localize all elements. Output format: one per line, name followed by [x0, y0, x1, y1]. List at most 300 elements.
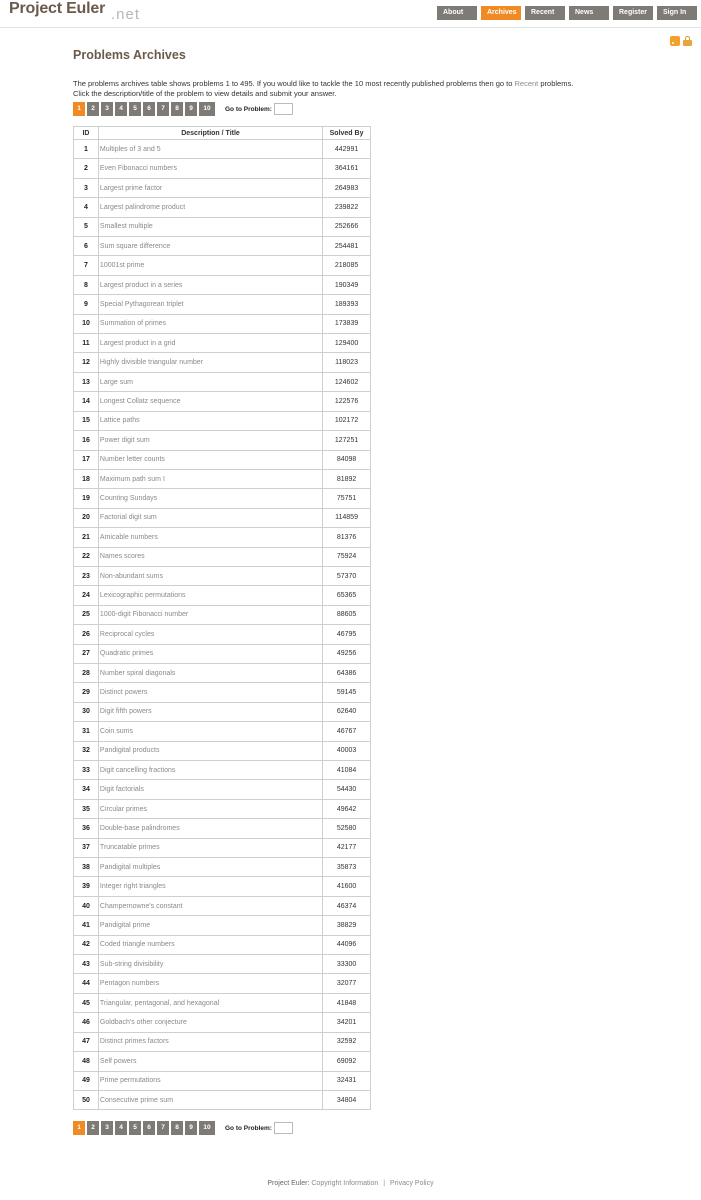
- problem-title-link[interactable]: Lexicographic permutations: [99, 592, 186, 600]
- problem-title-link[interactable]: Special Pythagorean triplet: [99, 300, 184, 308]
- problem-id: 8: [74, 275, 99, 294]
- problem-title-cell: [98, 974, 322, 993]
- table-row: [74, 683, 371, 702]
- table-row: [74, 838, 371, 857]
- problem-title-link[interactable]: Pandigital multiples: [99, 863, 161, 871]
- table-row: [74, 877, 371, 896]
- problem-id: 16: [74, 431, 99, 450]
- page-button-8[interactable]: 8: [171, 102, 183, 116]
- lock-icon[interactable]: [683, 36, 692, 46]
- problem-id: 39: [74, 877, 99, 896]
- header-title: Description / Title: [98, 127, 322, 140]
- table-row: [74, 469, 371, 488]
- table-row: [74, 625, 371, 644]
- problem-id: 41: [74, 916, 99, 935]
- problem-id: 45: [74, 993, 99, 1012]
- problem-title-link[interactable]: Reciprocal cycles: [99, 630, 155, 638]
- table-row: [74, 314, 371, 333]
- problem-id: 25: [74, 605, 99, 624]
- problem-title-link[interactable]: Prime permutations: [99, 1077, 161, 1085]
- problem-solved-count: 218085: [323, 256, 371, 275]
- problem-solved-count: 122576: [323, 392, 371, 411]
- page-button-7[interactable]: 7: [157, 102, 169, 116]
- problem-title-cell: [98, 741, 322, 760]
- problem-id: 17: [74, 450, 99, 469]
- problem-id: 46: [74, 1013, 99, 1032]
- problem-title-cell: [98, 314, 322, 333]
- problem-title-link[interactable]: Pandigital prime: [99, 921, 151, 929]
- problem-id: 4: [74, 198, 99, 217]
- problem-title-link[interactable]: Summation of primes: [99, 320, 167, 328]
- table-row: [74, 819, 371, 838]
- rss-icon[interactable]: [670, 36, 680, 46]
- problem-title-cell: [98, 353, 322, 372]
- top-icons: [670, 36, 692, 46]
- problem-solved-count: 38829: [323, 916, 371, 935]
- problem-solved-count: 46374: [323, 896, 371, 915]
- problem-id: 13: [74, 372, 99, 391]
- problem-title-link[interactable]: Largest product in a grid: [99, 339, 176, 347]
- problem-title-cell: [98, 1071, 322, 1090]
- intro-part2: problems.: [538, 79, 574, 88]
- problem-id: 28: [74, 663, 99, 682]
- header-id: ID: [74, 127, 99, 140]
- problem-solved-count: 75924: [323, 547, 371, 566]
- problem-title-link[interactable]: Coin sums: [99, 727, 133, 735]
- problem-solved-count: 57370: [323, 566, 371, 585]
- problem-title-link[interactable]: Largest palindrome product: [99, 203, 186, 211]
- problem-title-link[interactable]: Pandigital products: [99, 747, 160, 755]
- problem-title-cell: [98, 1032, 322, 1051]
- table-row: [74, 1090, 371, 1109]
- problem-solved-count: 190349: [323, 275, 371, 294]
- page-button-7[interactable]: 7: [157, 1121, 169, 1135]
- table-row: [74, 508, 371, 527]
- problem-title-cell: [98, 683, 322, 702]
- goto-problem-input[interactable]: [274, 103, 293, 115]
- problem-title-cell: [98, 625, 322, 644]
- problem-solved-count: 84098: [323, 450, 371, 469]
- problem-id: 19: [74, 489, 99, 508]
- problem-id: 44: [74, 974, 99, 993]
- problem-title-cell: [98, 799, 322, 818]
- problem-solved-count: 129400: [323, 334, 371, 353]
- table-row: [74, 663, 371, 682]
- problem-id: 27: [74, 644, 99, 663]
- problem-title-link[interactable]: Quadratic primes: [99, 650, 154, 658]
- problem-solved-count: 189393: [323, 295, 371, 314]
- problem-solved-count: 59145: [323, 683, 371, 702]
- problem-title-link[interactable]: Names scores: [99, 553, 145, 561]
- page-title: Problems Archives: [73, 48, 186, 62]
- problem-title-cell: [98, 644, 322, 663]
- table-row: [74, 644, 371, 663]
- problem-title-cell: [98, 1052, 322, 1071]
- page-button-9[interactable]: 9: [185, 102, 197, 116]
- problem-title-cell: [98, 1013, 322, 1032]
- site-footer: [0, 1180, 701, 1187]
- problem-title-cell: [98, 140, 322, 159]
- page-button-2[interactable]: 2: [87, 102, 99, 116]
- problem-title-link[interactable]: Consecutive prime sum: [99, 1096, 174, 1104]
- problem-title-link[interactable]: Circular primes: [99, 805, 147, 813]
- nav-sign-in[interactable]: Sign In: [657, 6, 697, 20]
- goto-problem-label: Go to Problem:: [225, 105, 272, 113]
- site-logo-suffix: .net: [111, 6, 141, 23]
- problem-solved-count: 40003: [323, 741, 371, 760]
- problem-title-link[interactable]: Number spiral diagonals: [99, 669, 176, 677]
- table-row: [74, 334, 371, 353]
- problem-solved-count: 32431: [323, 1071, 371, 1090]
- problem-id: 40: [74, 896, 99, 915]
- table-row: [74, 237, 371, 256]
- problem-title-link[interactable]: Lattice paths: [99, 417, 140, 425]
- table-row: [74, 159, 371, 178]
- problem-id: 21: [74, 528, 99, 547]
- problem-id: 34: [74, 780, 99, 799]
- page-button-6[interactable]: 6: [143, 102, 155, 116]
- problem-title-cell: [98, 761, 322, 780]
- problem-solved-count: 34201: [323, 1013, 371, 1032]
- problem-id: 9: [74, 295, 99, 314]
- problem-id: 43: [74, 955, 99, 974]
- problem-id: 50: [74, 1090, 99, 1109]
- problem-title-cell: [98, 955, 322, 974]
- problem-title-cell: [98, 566, 322, 585]
- problem-id: 31: [74, 722, 99, 741]
- pagination-bottom: [73, 1121, 293, 1135]
- site-logo[interactable]: Project Euler: [9, 0, 106, 17]
- problem-id: 22: [74, 547, 99, 566]
- problem-solved-count: 41600: [323, 877, 371, 896]
- pagination-top: [73, 102, 293, 116]
- header-solved-by: Solved By: [323, 127, 371, 140]
- page-button-1[interactable]: 1: [73, 1121, 85, 1135]
- problem-solved-count: 364161: [323, 159, 371, 178]
- main-content: [73, 48, 633, 99]
- problem-title-link[interactable]: Counting Sundays: [99, 495, 158, 503]
- table-row: [74, 974, 371, 993]
- page-button-4[interactable]: 4: [115, 102, 127, 116]
- table-row: [74, 547, 371, 566]
- intro-text: [73, 79, 633, 99]
- problem-id: 6: [74, 237, 99, 256]
- problem-title-cell: [98, 819, 322, 838]
- problem-title-cell: [98, 858, 322, 877]
- problem-title-link[interactable]: Self powers: [99, 1057, 137, 1065]
- problem-solved-count: 114859: [323, 508, 371, 527]
- problem-solved-count: 49256: [323, 644, 371, 663]
- table-row: [74, 198, 371, 217]
- problem-title-link[interactable]: Factorial digit sum: [99, 514, 157, 522]
- table-row: [74, 140, 371, 159]
- problem-title-cell: [98, 159, 322, 178]
- problem-title-link[interactable]: Double-base palindromes: [99, 824, 180, 832]
- problem-title-link[interactable]: Non-abundant sums: [99, 572, 163, 580]
- problem-id: 2: [74, 159, 99, 178]
- table-header-row: [74, 127, 371, 140]
- problem-title-link[interactable]: Maximum path sum I: [99, 475, 165, 483]
- table-row: [74, 256, 371, 275]
- problem-title-cell: [98, 178, 322, 197]
- table-row: [74, 1032, 371, 1051]
- problem-id: 15: [74, 411, 99, 430]
- problem-title-link[interactable]: Smallest multiple: [99, 223, 153, 231]
- page-button-8[interactable]: 8: [171, 1121, 183, 1135]
- table-row: [74, 741, 371, 760]
- problem-id: 26: [74, 625, 99, 644]
- table-row: [74, 178, 371, 197]
- problem-title-cell: [98, 780, 322, 799]
- problem-id: 5: [74, 217, 99, 236]
- table-row: [74, 799, 371, 818]
- problem-id: 49: [74, 1071, 99, 1090]
- table-row: [74, 993, 371, 1012]
- goto-problem-input[interactable]: [274, 1122, 293, 1134]
- problem-solved-count: 32592: [323, 1032, 371, 1051]
- problem-solved-count: 127251: [323, 431, 371, 450]
- page-button-10[interactable]: 10: [199, 102, 215, 116]
- problem-title-link[interactable]: Even Fibonacci numbers: [99, 165, 177, 173]
- problem-solved-count: 81892: [323, 469, 371, 488]
- problem-title-cell: [98, 528, 322, 547]
- problem-title-cell: [98, 411, 322, 430]
- privacy-link[interactable]: Privacy Policy: [390, 1180, 434, 1187]
- problem-title-link[interactable]: Distinct primes factors: [99, 1038, 169, 1046]
- problem-title-link[interactable]: Goldbach's other conjecture: [99, 1018, 187, 1026]
- main-nav: [437, 6, 697, 20]
- problem-title-link[interactable]: Number letter counts: [99, 456, 165, 464]
- problem-id: 18: [74, 469, 99, 488]
- table-row: [74, 372, 371, 391]
- problem-id: 30: [74, 702, 99, 721]
- problem-title-link[interactable]: Triangular, pentagonal, and hexagonal: [99, 999, 220, 1007]
- problem-solved-count: 62640: [323, 702, 371, 721]
- problem-id: 48: [74, 1052, 99, 1071]
- table-row: [74, 702, 371, 721]
- intro-part1: The problems archives table shows problems 1 to 495. If you would like to tackle the 10 most recently published problems then go to: [73, 79, 515, 88]
- table-row: [74, 217, 371, 236]
- problem-title-cell: [98, 237, 322, 256]
- problem-title-cell: [98, 702, 322, 721]
- page-button-3[interactable]: 3: [101, 1121, 113, 1135]
- problem-solved-count: 69092: [323, 1052, 371, 1071]
- problem-title-link[interactable]: Largest prime factor: [99, 184, 163, 192]
- table-row: [74, 566, 371, 585]
- table-row: [74, 353, 371, 372]
- problem-solved-count: 442991: [323, 140, 371, 159]
- footer-separator: |: [383, 1180, 386, 1187]
- problem-title-cell: [98, 392, 322, 411]
- table-row: [74, 489, 371, 508]
- problem-id: 47: [74, 1032, 99, 1051]
- problem-solved-count: 173839: [323, 314, 371, 333]
- problem-title-link[interactable]: Coded triangle numbers: [99, 941, 175, 949]
- table-row: [74, 896, 371, 915]
- table-row: [74, 916, 371, 935]
- problem-title-cell: [98, 547, 322, 566]
- problem-title-cell: [98, 896, 322, 915]
- problem-title-link[interactable]: Sub-string divisibility: [99, 960, 164, 968]
- problem-title-link[interactable]: 1000-digit Fibonacci number: [99, 611, 189, 619]
- problem-id: 10: [74, 314, 99, 333]
- problem-solved-count: 44096: [323, 935, 371, 954]
- page-button-2[interactable]: 2: [87, 1121, 99, 1135]
- problems-table: [73, 126, 371, 1110]
- problem-id: 24: [74, 586, 99, 605]
- problem-title-cell: [98, 450, 322, 469]
- table-row: [74, 431, 371, 450]
- problem-id: 14: [74, 392, 99, 411]
- problem-title-cell: [98, 489, 322, 508]
- problem-title-cell: [98, 275, 322, 294]
- table-row: [74, 605, 371, 624]
- problem-id: 7: [74, 256, 99, 275]
- problem-solved-count: 81376: [323, 528, 371, 547]
- table-row: [74, 935, 371, 954]
- problem-title-cell: [98, 993, 322, 1012]
- table-row: [74, 761, 371, 780]
- footer-brand: Project Euler:: [267, 1180, 310, 1187]
- problem-title-cell: [98, 217, 322, 236]
- nav-news[interactable]: News: [569, 6, 609, 20]
- problem-title-cell: [98, 1090, 322, 1109]
- problem-id: 36: [74, 819, 99, 838]
- problem-title-link[interactable]: Digit cancelling fractions: [99, 766, 176, 774]
- nav-recent[interactable]: Recent: [525, 6, 565, 20]
- problem-title-link[interactable]: Champernowne's constant: [99, 902, 183, 910]
- problem-title-cell: [98, 877, 322, 896]
- problem-title-link[interactable]: Distinct powers: [99, 689, 148, 697]
- problem-id: 35: [74, 799, 99, 818]
- nav-about[interactable]: About: [437, 6, 477, 20]
- problem-title-link[interactable]: Large sum: [99, 378, 133, 386]
- problem-id: 3: [74, 178, 99, 197]
- problem-title-link[interactable]: Largest product in a series: [99, 281, 183, 289]
- page-button-10[interactable]: 10: [199, 1121, 215, 1135]
- problem-title-link[interactable]: 10001st prime: [99, 262, 145, 270]
- page-button-4[interactable]: 4: [115, 1121, 127, 1135]
- problem-solved-count: 88605: [323, 605, 371, 624]
- nav-register[interactable]: Register: [613, 6, 653, 20]
- problem-solved-count: 102172: [323, 411, 371, 430]
- table-row: [74, 411, 371, 430]
- problem-title-cell: [98, 431, 322, 450]
- copyright-link[interactable]: Copyright Information: [311, 1180, 379, 1187]
- problem-id: 37: [74, 838, 99, 857]
- problem-title-link[interactable]: Digit factorials: [99, 786, 144, 794]
- problem-title-cell: [98, 605, 322, 624]
- problem-solved-count: 64386: [323, 663, 371, 682]
- table-row: [74, 392, 371, 411]
- problem-id: 1: [74, 140, 99, 159]
- table-row: [74, 528, 371, 547]
- page-button-5[interactable]: 5: [129, 1121, 141, 1135]
- problem-title-cell: [98, 372, 322, 391]
- table-row: [74, 1052, 371, 1071]
- table-row: [74, 450, 371, 469]
- problem-title-cell: [98, 469, 322, 488]
- table-row: [74, 955, 371, 974]
- problem-id: 38: [74, 858, 99, 877]
- table-row: [74, 295, 371, 314]
- page-button-1[interactable]: 1: [73, 102, 85, 116]
- problem-id: 20: [74, 508, 99, 527]
- problem-solved-count: 239822: [323, 198, 371, 217]
- problem-solved-count: 41848: [323, 993, 371, 1012]
- problem-solved-count: 75751: [323, 489, 371, 508]
- table-row: [74, 1013, 371, 1032]
- problem-title-link[interactable]: Power digit sum: [99, 436, 150, 444]
- problem-solved-count: 252666: [323, 217, 371, 236]
- table-row: [74, 858, 371, 877]
- problem-title-link[interactable]: Integer right triangles: [99, 883, 166, 891]
- intro-line2: Click the description/title of the problem to view details and submit your answer.: [73, 89, 337, 98]
- problem-solved-count: 65365: [323, 586, 371, 605]
- problem-title-cell: [98, 586, 322, 605]
- problem-solved-count: 41084: [323, 761, 371, 780]
- problem-title-cell: [98, 916, 322, 935]
- problem-title-link[interactable]: Multiples of 3 and 5: [99, 145, 161, 153]
- problem-title-cell: [98, 334, 322, 353]
- problem-solved-count: 52580: [323, 819, 371, 838]
- page-button-3[interactable]: 3: [101, 102, 113, 116]
- problem-title-link[interactable]: Pentagon numbers: [99, 980, 160, 988]
- problem-solved-count: 35873: [323, 858, 371, 877]
- table-row: [74, 1071, 371, 1090]
- problem-solved-count: 264983: [323, 178, 371, 197]
- page-button-6[interactable]: 6: [143, 1121, 155, 1135]
- problem-solved-count: 49642: [323, 799, 371, 818]
- problem-solved-count: 34804: [323, 1090, 371, 1109]
- problem-title-link[interactable]: Digit fifth powers: [99, 708, 152, 716]
- problem-solved-count: 42177: [323, 838, 371, 857]
- problem-id: 11: [74, 334, 99, 353]
- problem-id: 12: [74, 353, 99, 372]
- problem-solved-count: 33300: [323, 955, 371, 974]
- problem-id: 33: [74, 761, 99, 780]
- table-row: [74, 780, 371, 799]
- recent-link[interactable]: Recent: [514, 79, 539, 88]
- problem-solved-count: 254481: [323, 237, 371, 256]
- problem-title-cell: [98, 663, 322, 682]
- goto-problem-label: Go to Problem:: [225, 1124, 272, 1132]
- problem-title-cell: [98, 722, 322, 741]
- nav-archives[interactable]: Archives: [481, 6, 521, 20]
- problem-solved-count: 46767: [323, 722, 371, 741]
- problem-solved-count: 124602: [323, 372, 371, 391]
- problem-solved-count: 32077: [323, 974, 371, 993]
- problem-title-link[interactable]: Sum square difference: [99, 242, 171, 250]
- page-button-9[interactable]: 9: [185, 1121, 197, 1135]
- problem-title-link[interactable]: Highly divisible triangular number: [99, 359, 204, 367]
- problem-title-link[interactable]: Truncatable primes: [99, 844, 160, 852]
- page-button-5[interactable]: 5: [129, 102, 141, 116]
- problem-title-link[interactable]: Longest Collatz sequence: [99, 397, 181, 405]
- problem-id: 23: [74, 566, 99, 585]
- problem-solved-count: 46795: [323, 625, 371, 644]
- table-row: [74, 722, 371, 741]
- table-row: [74, 275, 371, 294]
- problem-solved-count: 118023: [323, 353, 371, 372]
- problem-title-cell: [98, 295, 322, 314]
- problem-id: 29: [74, 683, 99, 702]
- problem-title-cell: [98, 935, 322, 954]
- problems-table-body: [74, 140, 371, 1110]
- problem-id: 32: [74, 741, 99, 760]
- problem-title-link[interactable]: Amicable numbers: [99, 533, 158, 541]
- problem-title-cell: [98, 256, 322, 275]
